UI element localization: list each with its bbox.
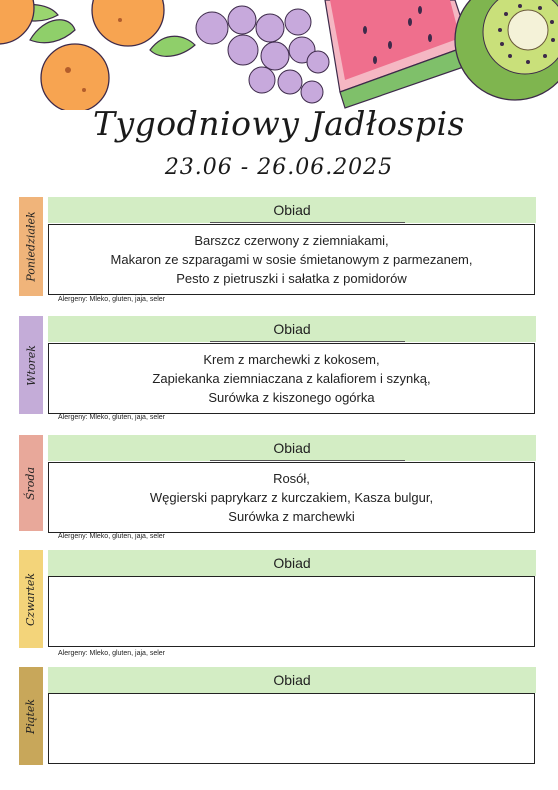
- meal-line: Pesto z pietruszki i sałatka z pomidorów: [176, 271, 407, 286]
- divider: [210, 222, 405, 223]
- meal-line: Surówka z kiszonego ogórka: [208, 390, 375, 405]
- meal-line: Rosół,: [273, 471, 310, 486]
- date-range: 23.06 - 26.06.2025: [164, 155, 394, 180]
- allergens-note: Alergeny: Mleko, gluten, jaja, seler: [58, 296, 165, 303]
- day-tab: [19, 667, 43, 765]
- day-name: Piątek: [24, 698, 38, 734]
- meal-header: Obiad: [48, 197, 536, 223]
- meal-content: [48, 462, 535, 533]
- meal-header: Obiad: [48, 667, 536, 693]
- meal-line: Barszcz czerwony z ziemniakami,: [194, 233, 389, 248]
- meal-header: Obiad: [48, 435, 536, 461]
- meal-header: Obiad: [48, 316, 536, 342]
- meal-content: [48, 224, 535, 295]
- meal-line: Makaron ze szparagami w sosie śmietanowym z parmezanem,: [110, 252, 473, 267]
- meal-line: Zapiekanka ziemniaczana z kalafiorem i szynką,: [152, 371, 431, 386]
- day-name: Środa: [24, 466, 38, 500]
- page-title: Tygodniowy Jadłospis: [93, 104, 465, 143]
- divider: [210, 341, 405, 342]
- day-tab: [19, 435, 43, 531]
- meal-line: Węgierski paprykarz z kurczakiem, Kasza bulgur,: [149, 490, 434, 505]
- meal-line: Krem z marchewki z kokosem,: [203, 352, 380, 367]
- day-name: Poniedziałek: [24, 211, 38, 282]
- day-name: Wtorek: [24, 344, 38, 386]
- divider: [210, 460, 405, 461]
- allergens-note: Alergeny: Mleko, gluten, jaja, seler: [58, 650, 165, 657]
- allergens-note: Alergeny: Mleko, gluten, jaja, seler: [58, 414, 165, 421]
- meal-line: Surówka z marchewki: [228, 509, 355, 524]
- day-tab: [19, 197, 43, 296]
- day-tab: [19, 316, 43, 414]
- allergens-note: Alergeny: Mleko, gluten, jaja, seler: [58, 533, 165, 540]
- meal-content: [48, 693, 535, 764]
- meal-content: [48, 343, 535, 414]
- meal-content: [48, 576, 535, 647]
- day-name: Czwartek: [24, 572, 38, 626]
- meal-header: Obiad: [48, 550, 536, 576]
- fruit-illustration: [0, 0, 558, 110]
- day-tab: [19, 550, 43, 648]
